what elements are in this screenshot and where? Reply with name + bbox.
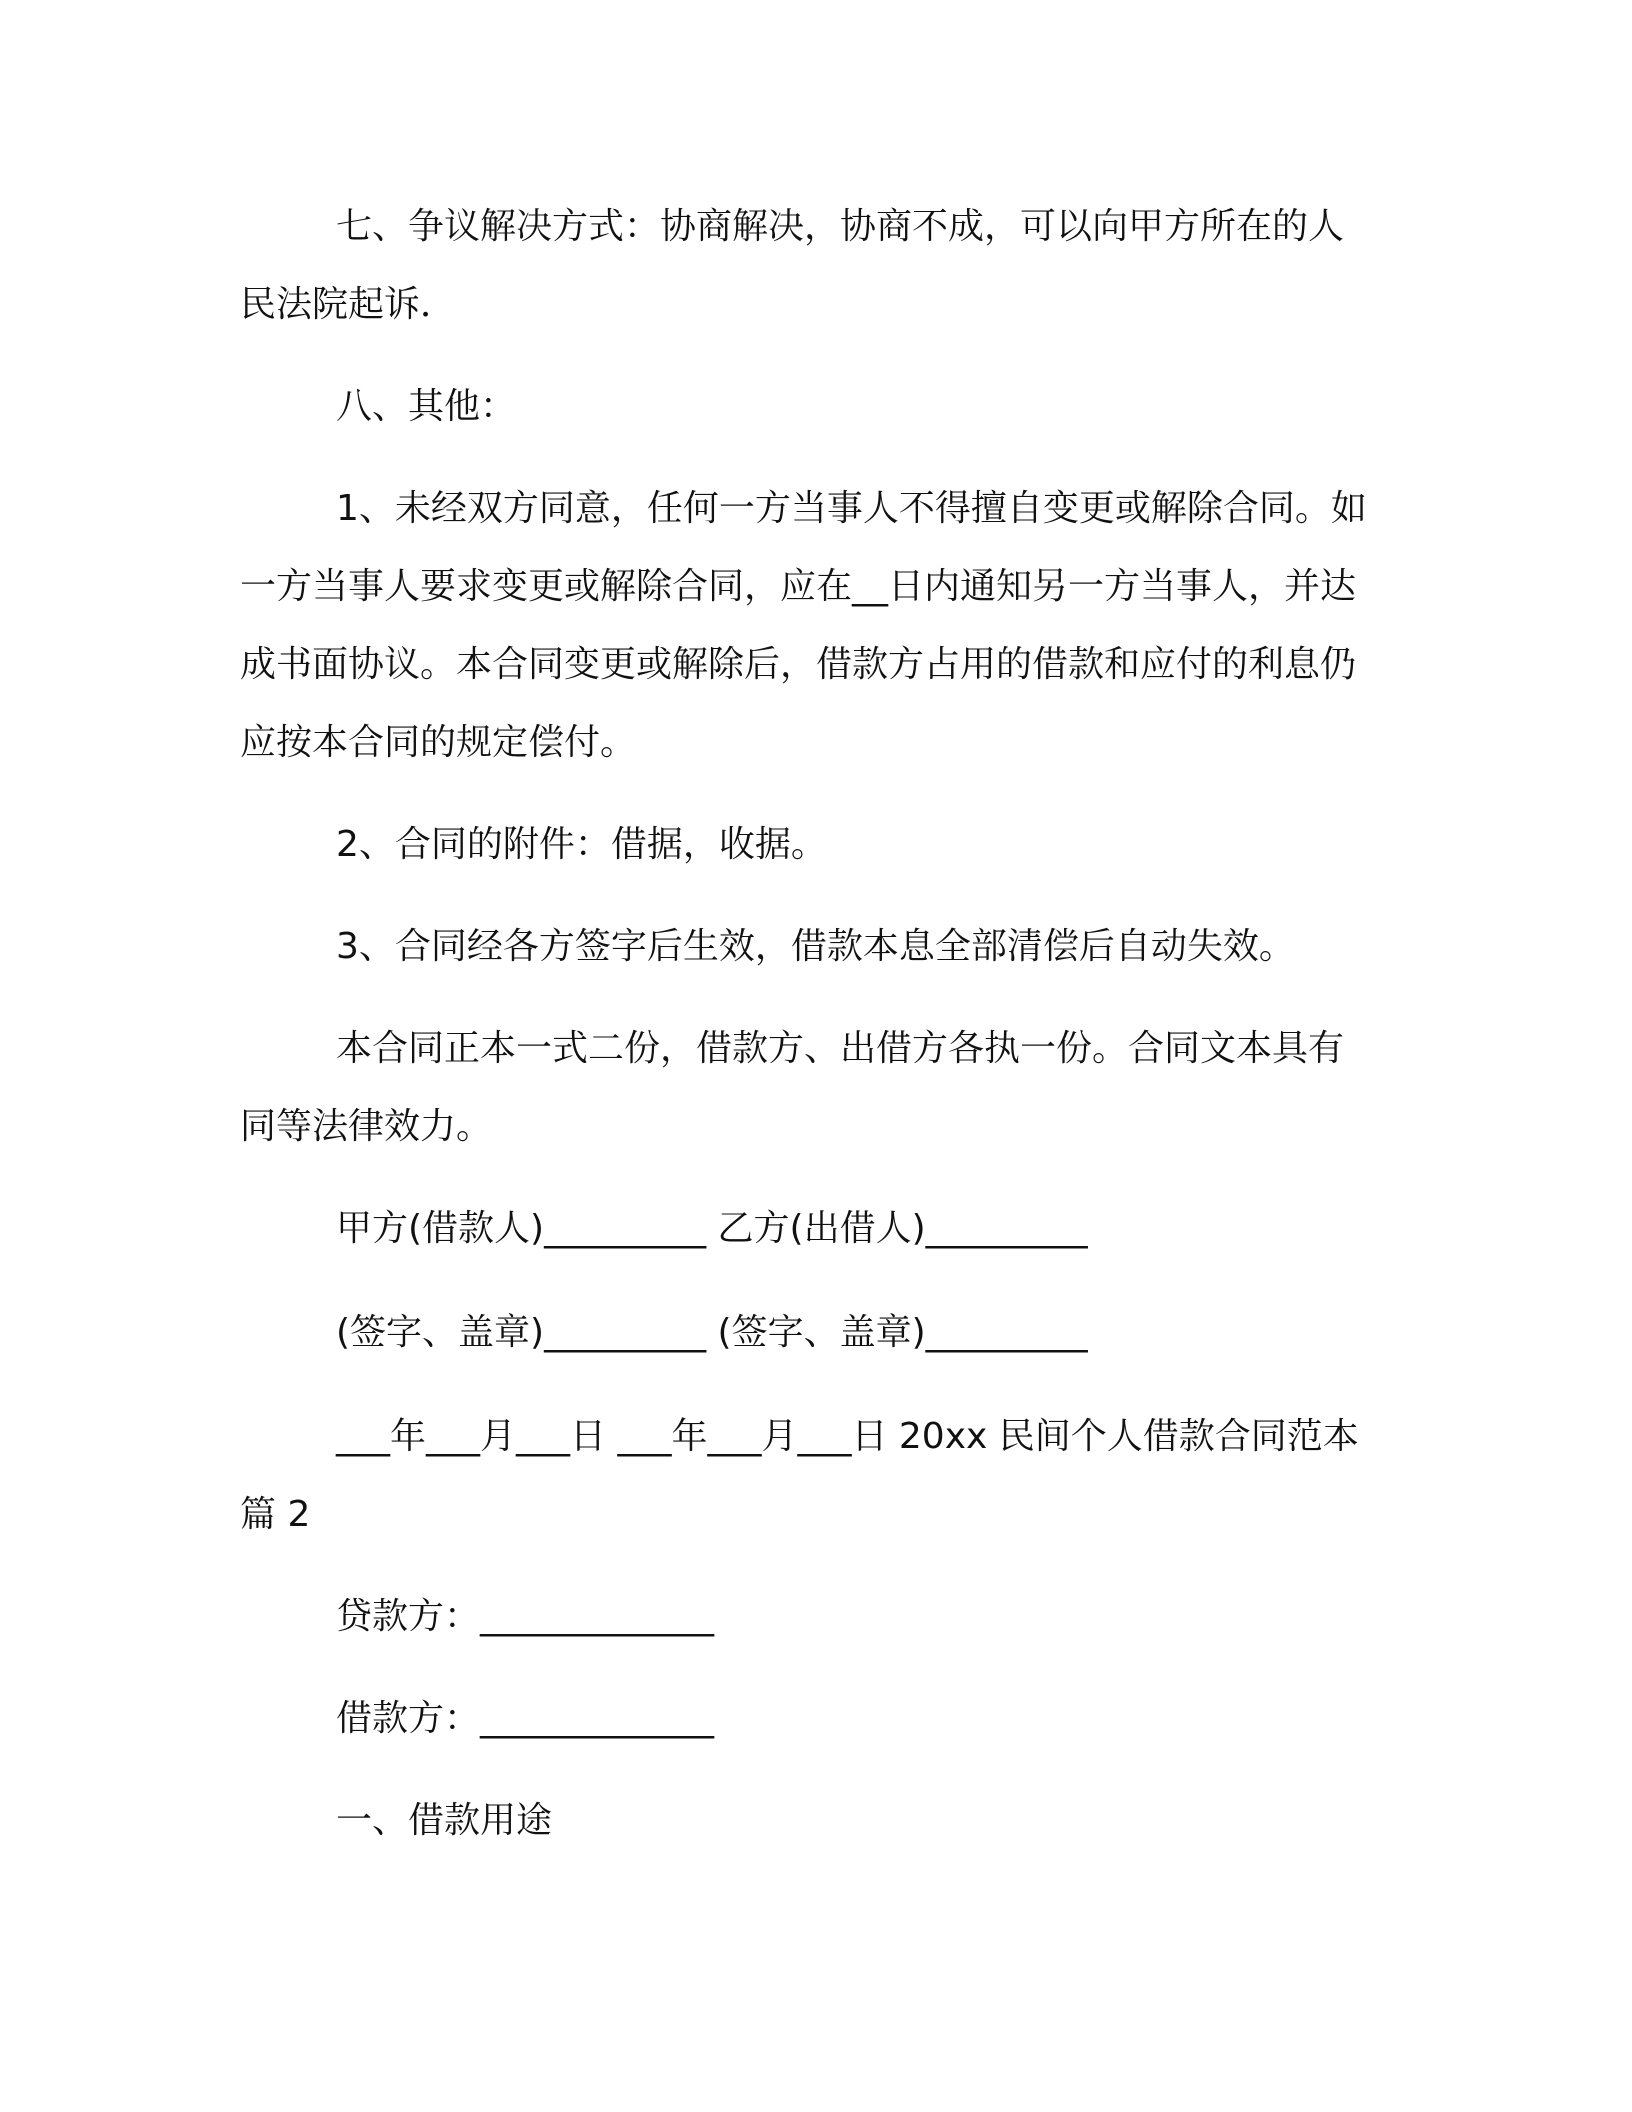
section-heading-loan-purpose: 一、借款用途: [336, 1800, 553, 1841]
clause-eight-item-3: 3、合同经各方签字后生效，借款本息全部清偿后自动失效。: [336, 926, 1295, 967]
borrower-line: 借款方：_____________: [336, 1698, 715, 1739]
clause-eight-item-2: 2、合同的附件：借据，收据。: [336, 824, 827, 865]
seal-signature-line: (签字、盖章)_________ (签字、盖章)_________: [336, 1312, 1088, 1353]
clause-seven-dispute-resolution: 七、争议解决方式：协商解决，协商不成，可以向甲方所在的人民法院起诉．: [240, 206, 1345, 325]
copies-clause: 本合同正本一式二份，借款方、出借方各执一份。合同文本具有同等法律效力。: [240, 1028, 1345, 1147]
document-body: [240, 188, 1370, 1884]
date-and-contract-title: ___年___月___日 ___年___月___日 20xx 民间个人借款合同范本 篇 2: [240, 1416, 1359, 1535]
clause-eight-other-heading: 八、其他：: [336, 386, 517, 427]
party-signature-line: 甲方(借款人)_________ 乙方(出借人)_________: [336, 1208, 1088, 1249]
lender-line: 贷款方：_____________: [336, 1596, 715, 1637]
clause-eight-item-1: 1、未经双方同意，任何一方当事人不得擅自变更或解除合同。如一方当事人要求变更或解除合同，应在__日内通知另一方当事人，并达成书面协议。本合同变更或解除后，借款方占用的借款和应付的利息仍应按本合同的规定偿付。: [240, 488, 1367, 763]
